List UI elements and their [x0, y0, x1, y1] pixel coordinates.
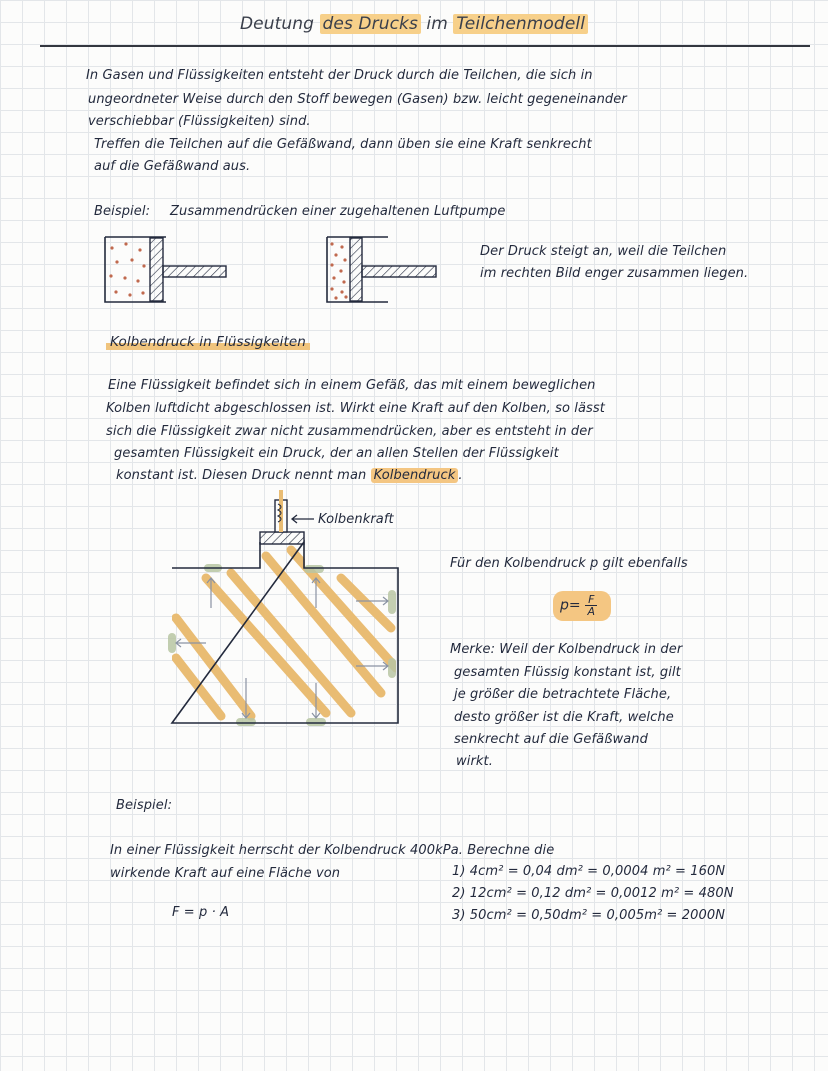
merke-line-3: je größer die betrachtete Fläche,: [454, 687, 672, 702]
section2-line-1: Eine Flüssigkeit befindet sich in einem Gefäß, das mit einem beweglichen: [108, 378, 596, 393]
example2-row-3: 3) 50cm² = 0,50dm² = 0,005m² = 2000N: [452, 908, 726, 923]
title-underline: [40, 45, 810, 47]
formula-numerator: F: [585, 594, 597, 606]
section2-line-3: sich die Flüssigkeit zwar nicht zusammendrücken, aber es entsteht in der: [106, 424, 593, 439]
example1-label: Beispiel:: [94, 204, 151, 219]
merke-line-2: gesamten Flüssig konstant ist, gilt: [454, 665, 681, 680]
example2-formula: F = p · A: [172, 905, 230, 920]
example1-text: Zusammendrücken einer zugehaltenen Luftpumpe: [170, 204, 506, 219]
merke-line-5: senkrecht auf die Gefäßwand: [454, 732, 648, 747]
intro-line-2: ungeordneter Weise durch den Stoff bewegen (Gasen) bzw. leicht gegeneinander: [88, 92, 627, 107]
title-highlight-a: des Drucks: [320, 14, 421, 34]
formula-intro: Für den Kolbendruck p gilt ebenfalls: [450, 556, 688, 571]
section2-line-4: gesamten Flüssigkeit ein Druck, der an allen Stellen der Flüssigkeit: [114, 446, 559, 461]
title-highlight-b: Teilchenmodell: [453, 14, 588, 34]
intro-line-1: In Gasen und Flüssigkeiten entsteht der Druck durch die Teilchen, die sich in: [86, 68, 593, 83]
merke-line-4: desto größer ist die Kraft, welche: [454, 710, 674, 725]
section2-line-2: Kolben luftdicht abgeschlossen ist. Wirkt eine Kraft auf den Kolben, so lässt: [106, 401, 605, 416]
formula-p-equals-f-over-a: p= $\frac{F}{A}$: [560, 594, 597, 617]
intro-line-4: Treffen die Teilchen auf die Gefäßwand, dann üben sie eine Kraft senkrecht: [94, 137, 592, 152]
example2-line-1: In einer Flüssigkeit herrscht der Kolbendruck 400kPa. Berechne die: [110, 843, 555, 858]
example1-note-2: im rechten Bild enger zusammen liegen.: [480, 266, 749, 281]
example2-label: Beispiel:: [116, 798, 173, 813]
merke-line-6: wirkt.: [456, 754, 493, 769]
formula-denominator: A: [587, 605, 595, 618]
example2-line-2: wirkende Kraft auf eine Fläche von: [110, 866, 341, 881]
kolbenkraft-label: Kolbenkraft: [318, 512, 394, 527]
intro-line-5: auf die Gefäßwand aus.: [94, 159, 251, 174]
section-heading-kolbendruck: Kolbendruck in Flüssigkeiten: [106, 334, 310, 350]
intro-line-3: verschiebbar (Flüssigkeiten) sind.: [88, 114, 311, 129]
pump-diagram-compressed: [322, 234, 442, 306]
example2-row-2: 2) 12cm² = 0,12 dm² = 0,0012 m² = 480N: [452, 886, 734, 901]
page-title: Deutung des Drucks im Teilchenmodell: [0, 14, 828, 34]
example1-note-1: Der Druck steigt an, weil die Teilchen: [480, 244, 727, 259]
pump-diagram-loose: [100, 234, 232, 306]
merke-line-1: Merke: Weil der Kolbendruck in der: [450, 642, 683, 657]
example2-row-1: 1) 4cm² = 0,04 dm² = 0,0004 m² = 160N: [452, 864, 726, 879]
section2-line-5: konstant ist. Diesen Druck nennt man Kolbendruck .: [116, 468, 463, 483]
keyword-kolbendruck: Kolbendruck: [371, 468, 459, 483]
